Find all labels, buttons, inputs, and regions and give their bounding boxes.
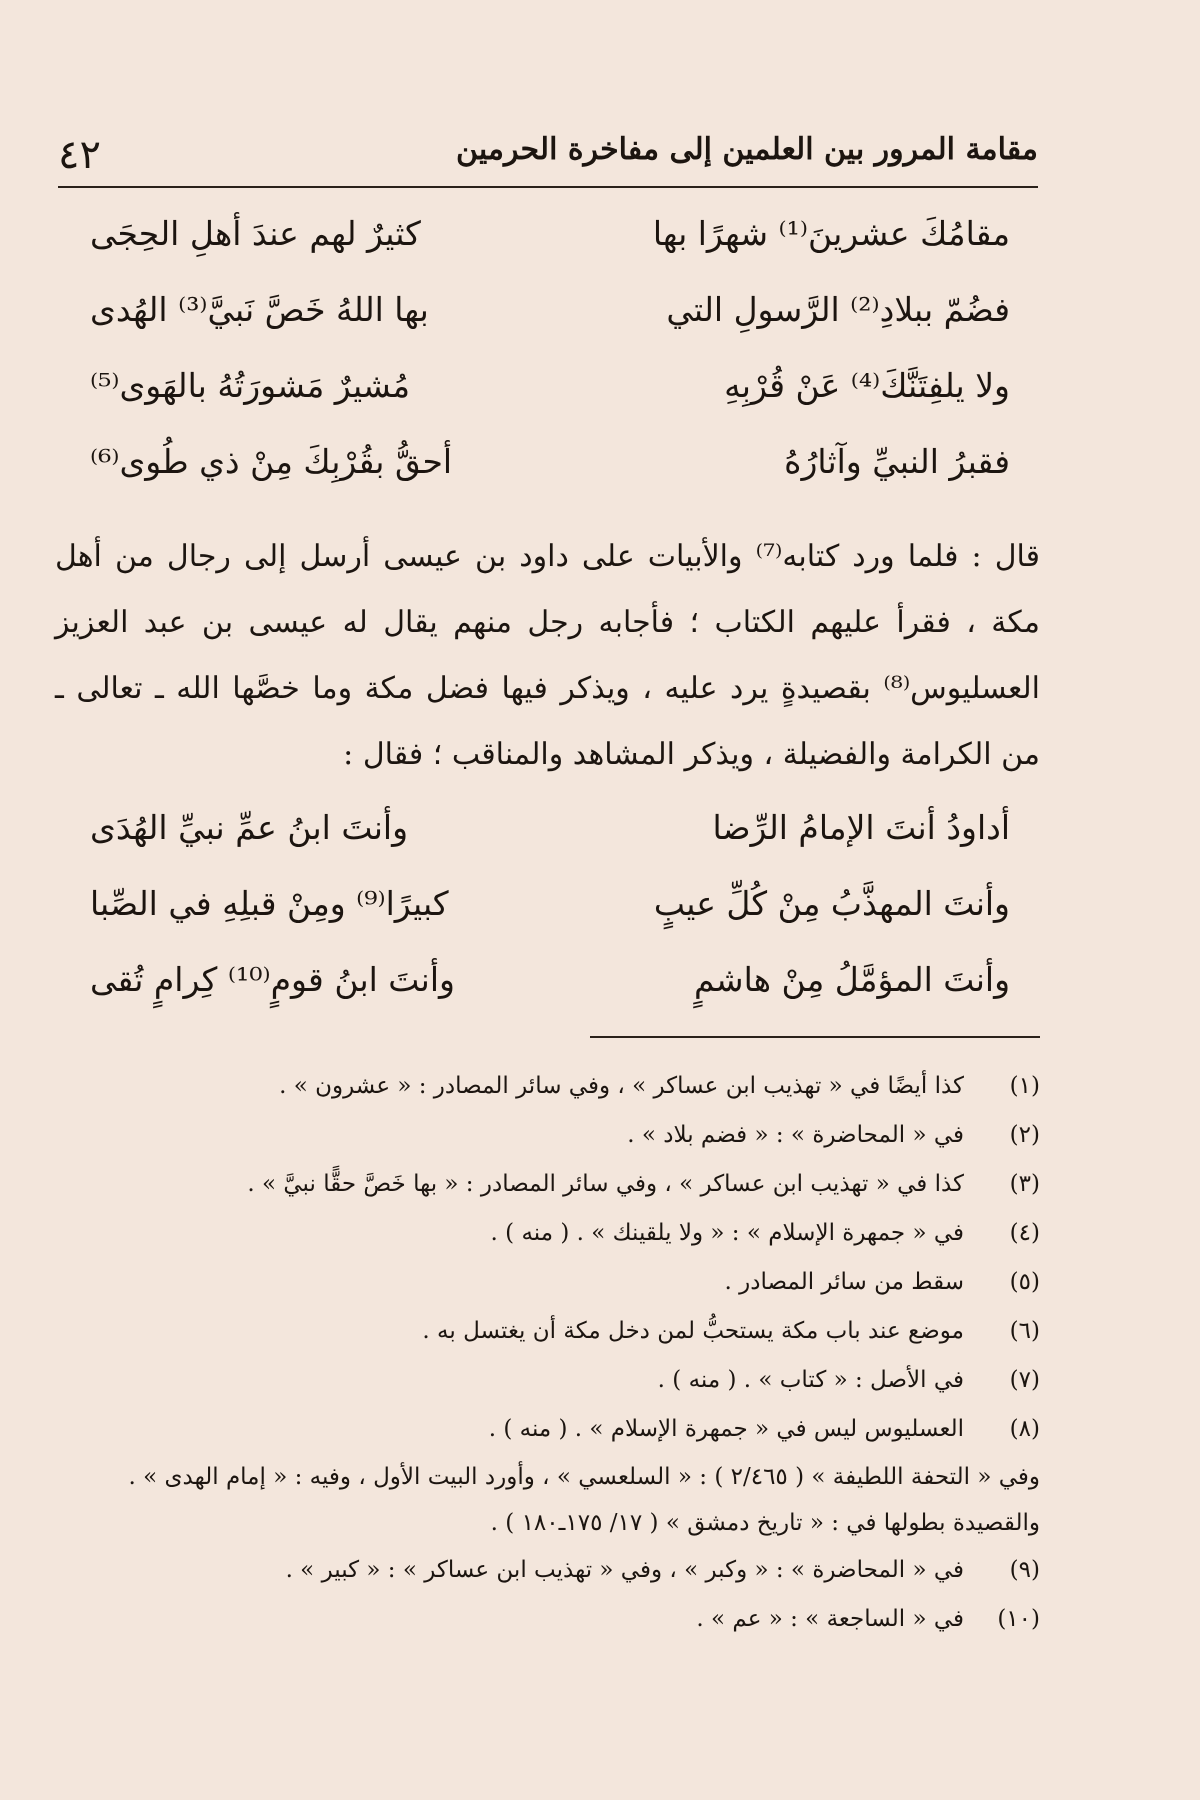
footnote-text: في الأصل : « كتاب » . ( منه ) .: [657, 1367, 964, 1393]
footnote-text: في « جمهرة الإسلام » : « ولا يلقينك » . ( منه ) .: [490, 1220, 964, 1246]
footnotes: [60, 1062, 1040, 1644]
hemistich-first: فقبرُ النبيِّ وآثارُهُ: [784, 442, 1010, 481]
footnote-text: كذا في « تهذيب ابن عساكر » ، وفي سائر المصادر : « بها خَصَّ حقًّا نبيَّ » .: [247, 1171, 964, 1197]
footnote-text: العسليوس ليس في « جمهرة الإسلام » . ( منه ) .: [488, 1416, 964, 1442]
footnote: [60, 1111, 1040, 1160]
hemistich-first: مقامُكَ عشرينَ⁽¹⁾ شهرًا بها: [652, 214, 1010, 253]
verse: [90, 790, 1010, 866]
verse: [90, 942, 1010, 1018]
hemistich-first: ولا يلفِتَنَّكَ⁽⁴⁾ عَنْ قُرْبِهِ: [724, 366, 1010, 405]
footnote-number: (٨): [1009, 1416, 1040, 1442]
verse: [90, 196, 1010, 272]
footnote: [60, 1595, 1040, 1644]
footnote: [60, 1307, 1040, 1356]
hemistich-second: وأنتَ ابنُ عمِّ نبيِّ الهُدَى: [90, 808, 409, 847]
footnote-number: (٩): [1009, 1557, 1040, 1583]
footnote-text: كذا أيضًا في « تهذيب ابن عساكر » ، وفي سائر المصادر : « عشرون » .: [279, 1073, 964, 1099]
footnote-number: (٣): [1009, 1171, 1040, 1197]
footnote-number: (٢): [1009, 1122, 1040, 1148]
footnote-continuation: والقصيدة بطولها في : « تاريخ دمشق » ( ١٧/ ١٧٥ـ١٨٠ ) .: [490, 1510, 1040, 1536]
hemistich-first: أداودُ أنتَ الإمامُ الرِّضا: [712, 808, 1010, 847]
hemistich-first: وأنتَ المهذَّبُ مِنْ كُلِّ عيبٍ: [653, 884, 1010, 923]
prose-text: قال : فلما ورد كتابه⁽⁷⁾ والأبيات على داود بن عيسى أرسل إلى رجال من أهل مكة ، فقرأ عليهم الكتاب ؛ فأجابه رجل منهم يقال له عيسى بن عبد العزيز العسليوس⁽⁸⁾ بقصيدةٍ يرد عليه ، ويذكر فيها فضل مكة وما خصَّها الله ـ تعالى ـ من الكرامة والفضيلة ، ويذكر المشاهد والمناقب ؛ فقال :: [55, 539, 1040, 772]
verse: [90, 866, 1010, 942]
footnote: [60, 1258, 1040, 1307]
footnote-number: (١٠): [997, 1606, 1040, 1632]
hemistich-second: مُشيرٌ مَشورَتُهُ بالهَوى⁽⁵⁾: [90, 366, 411, 405]
hemistich-second: كثيرٌ لهم عندَ أهلِ الحِجَى: [90, 214, 421, 253]
footnote-text: في « المحاضرة » : « وكبر » ، وفي « تهذيب ابن عساكر » : « كبير » .: [285, 1557, 964, 1583]
footnote-number: (٧): [1009, 1367, 1040, 1393]
footnote-number: (٤): [1009, 1220, 1040, 1246]
footnote-text: موضع عند باب مكة يستحبُّ لمن دخل مكة أن يغتسل به .: [422, 1318, 964, 1344]
header-rule: [58, 186, 1038, 188]
page-header: [58, 120, 1038, 180]
verse: [90, 272, 1010, 348]
prose-paragraph: [55, 524, 1040, 788]
footnote-number: (٥): [1009, 1269, 1040, 1295]
hemistich-second: وأنتَ ابنُ قومٍ⁽¹⁰⁾ كِرامٍ تُقى: [90, 960, 455, 999]
verse: [90, 424, 1010, 500]
running-title: مقامة المرور بين العلمين إلى مفاخرة الحرمين: [456, 132, 1038, 167]
poem-bottom: [90, 790, 1010, 1018]
hemistich-second: أحقُّ بقُرْبِكَ مِنْ ذي طُوى⁽⁶⁾: [90, 442, 453, 481]
footnote-text: في « المحاضرة » : « فضم بلاد » .: [627, 1122, 964, 1148]
hemistich-first: فضُمّ ببلادِ⁽²⁾ الرَّسولِ التي: [666, 290, 1010, 329]
footnote: [60, 1356, 1040, 1405]
footnote-number: (٦): [1009, 1318, 1040, 1344]
hemistich-first: وأنتَ المؤمَّلُ مِنْ هاشمٍ: [693, 960, 1010, 999]
footnote: [60, 1209, 1040, 1258]
footnote-text: سقط من سائر المصادر .: [724, 1269, 964, 1295]
footnote: [60, 1405, 1040, 1454]
footnote-text: في « الساجعة » : « عم » .: [696, 1606, 964, 1632]
verse: [90, 348, 1010, 424]
footnote: [60, 1546, 1040, 1595]
footnote: [60, 1160, 1040, 1209]
footnote-rule: [590, 1036, 1040, 1038]
page-number: ٤٢: [58, 132, 101, 178]
footnote: [60, 1062, 1040, 1111]
footnote-number: (١): [1009, 1073, 1040, 1099]
hemistich-second: كبيرًا⁽⁹⁾ ومِنْ قبلِهِ في الصِّبا: [90, 884, 449, 923]
hemistich-second: بها اللهُ خَصَّ نَبيَّ⁽³⁾ الهُدى: [90, 290, 429, 329]
poem-top: [90, 196, 1010, 500]
footnote-continuation: وفي « التحفة اللطيفة » ( ٢/٤٦٥ ) : « السلعسي » ، وأورد البيت الأول ، وفيه : « إمام الهدى » .: [128, 1464, 1040, 1490]
